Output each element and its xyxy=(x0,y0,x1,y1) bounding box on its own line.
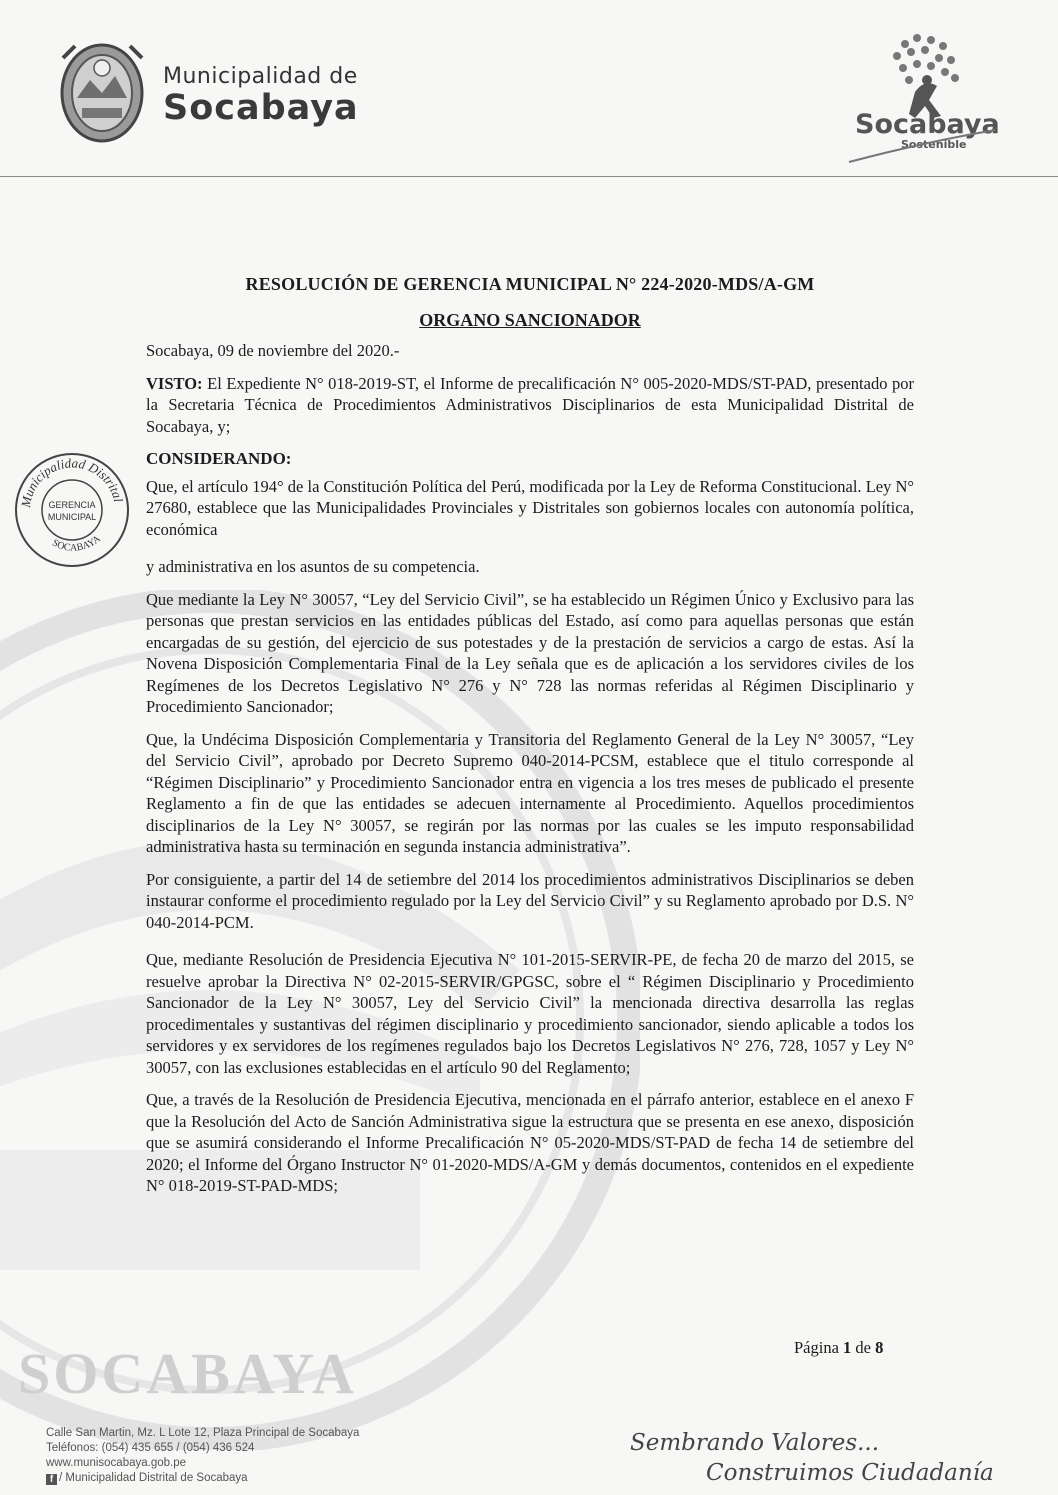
visto-text: El Expediente N° 018-2019-ST, el Informe de precalificación N° 005-2020-MDS/ST-PAD, presentado por la Secretaria Técnica de Procedimientos Administrativos Disciplinarios de esta Municipalidad Distrital de Socabaya, y; xyxy=(146,373,914,436)
socabaya-sostenible-logo xyxy=(845,30,1005,170)
svg-text:GERENCIA: GERENCIA xyxy=(48,500,96,510)
official-stamp xyxy=(10,448,135,573)
footer-phones: Teléfonos: (054) 435 655 / (054) 436 524 xyxy=(46,1442,255,1454)
svg-text:MUNICIPAL: MUNICIPAL xyxy=(47,512,97,522)
resolution-subtitle: ORGANO SANCIONADOR xyxy=(419,310,641,330)
paragraph-2: y administrativa en los asuntos de su competencia. xyxy=(146,557,480,576)
page-number: Página 1 de 8 xyxy=(794,1338,884,1357)
paragraph-6: Que, mediante Resolución de Presidencia Ejecutiva N° 101-2015-SERVIR-PE, de fecha 20 de marzo del 2015, se resuelve aprobar la Directiva N° 02-2015-SERVIR/GPGSC, sobre el “ Régimen Disciplinario y Procedimiento Sancionador de la Ley N° 30057, Ley del Servicio Civil” la mencionada directiva desarrolla las reglas procedimentales y sustantivas del régimen disciplinario y procedimiento sancionador, siendo aplicable a todos los servidores y ex servidores de los regímenes regulados bajo los Decretos Legislativos N° 276, 728, 1057 y Ley N° 30057, con las exclusiones establecidas en el artículo 90 del Reglamento; xyxy=(146,950,914,1077)
visto-paragraph xyxy=(146,373,914,438)
paragraph-3: Que mediante la Ley N° 30057, “Ley del Servicio Civil”, se ha establecido un Régimen Único y Exclusivo para las personas que prestan servicios en las entidades públicas del Estado, así como para aquellas personas que están encargadas de su gestión, del ejercicio de sus potestades y de la prestación de servicios a cargo de estas. Así la Novena Disposición Complementaria Final de la Ley señala que es de aplicación a los servidores civiles de los Regímenes de los Decretos Legislativo N° 276 y N° 728 las normas referidas al Régimen Disciplinario y Procedimiento Sancionador; xyxy=(146,589,914,716)
paragraph-4: Que, la Undécima Disposición Complementaria y Transitoria del Reglamento General de la Ley N° 30057, “Ley del Servicio Civil”, aprobado por Decreto Supremo 040-2014-PCSM, establece que el titulo corresponde al “Régimen Disciplinario” y Procedimiento Sancionador entra en vigencia a los tres meses de publicado el presente Reglamento a fin de que las entidades se adecuen internamente al Procedimiento. Aquellos procedimientos disciplinarios de la Ley N° 30057, se regirán por las normas por las cuales se les imputo responsabilidad administrativa hasta su terminación en segunda instancia administrativa”. xyxy=(146,729,914,856)
slogan-line2: Construimos Ciudadanía xyxy=(706,1460,994,1486)
resolution-body xyxy=(146,340,914,1208)
svg-text:SOCABAYA: SOCABAYA xyxy=(50,533,103,554)
municipality-crest-icon xyxy=(55,38,150,148)
watermark-text: SOCABAYA xyxy=(18,1341,357,1406)
paragraph-5: Por consiguiente, a partir del 14 de setiembre del 2014 los procedimientos administrativos Disciplinarios se deben instaurar conforme el procedimiento regulado por la Ley del Servicio Civil” y su Reglamento aprobado por D.S. N° 040-2014-PCM. xyxy=(146,869,914,932)
date-line: Socabaya, 09 de noviembre del 2020.- xyxy=(146,341,400,360)
footer-address: Calle San Martin, Mz. L Lote 12, Plaza Principal de Socabaya xyxy=(46,1427,360,1439)
paragraph-7: Que, a través de la Resolución de Presidencia Ejecutiva, mencionada en el párrafo anterior, establece en el anexo F que la Resolución del Acto de Sanción Administrativa sigue la estructura que se presenta en ese anexo, disposición que se asumirá considerando el Informe Precalificación N° 05-2020-MDS/ST-PAD de fecha 14 de setiembre del 2020; el Informe del Órgano Instructor N° 01-2020-MDS/A-GM y demás documentos, contenidos en el expediente N° 018-2019-ST-PAD-MDS; xyxy=(146,1090,914,1195)
considerando-heading: CONSIDERANDO: xyxy=(146,449,292,468)
svg-text:Socabaya: Socabaya xyxy=(855,109,1000,140)
footer-facebook-line: f / Municipalidad Distrital de Socabaya xyxy=(46,1471,359,1486)
footer-contact xyxy=(46,1426,359,1486)
footer-website: www.munisocabaya.gob.pe xyxy=(46,1457,186,1469)
facebook-icon: f xyxy=(46,1474,57,1485)
svg-text:Municipalidad Distrital: Municipalidad Distrital xyxy=(17,455,127,509)
resolution-title: RESOLUCIÓN DE GERENCIA MUNICIPAL N° 224-2020-MDS/A-GM xyxy=(245,274,815,294)
svg-text:Sostenible: Sostenible xyxy=(901,138,967,151)
letterhead xyxy=(0,0,1058,180)
municipality-name-line2: Socabaya xyxy=(163,88,359,128)
municipality-name-line1: Municipalidad de xyxy=(163,64,358,89)
visto-label: VISTO: xyxy=(146,373,203,393)
header-divider xyxy=(0,176,1058,177)
paragraph-1: Que, el artículo 194° de la Constitución Política del Perú, modificada por la Ley de Reforma Constitucional. Ley N° 27680, establece que las Municipalidades Provinciales y Distritales son gobiernos locales con autonomía política, económica xyxy=(146,476,914,539)
slogan-line1: Sembrando Valores... xyxy=(630,1430,880,1456)
